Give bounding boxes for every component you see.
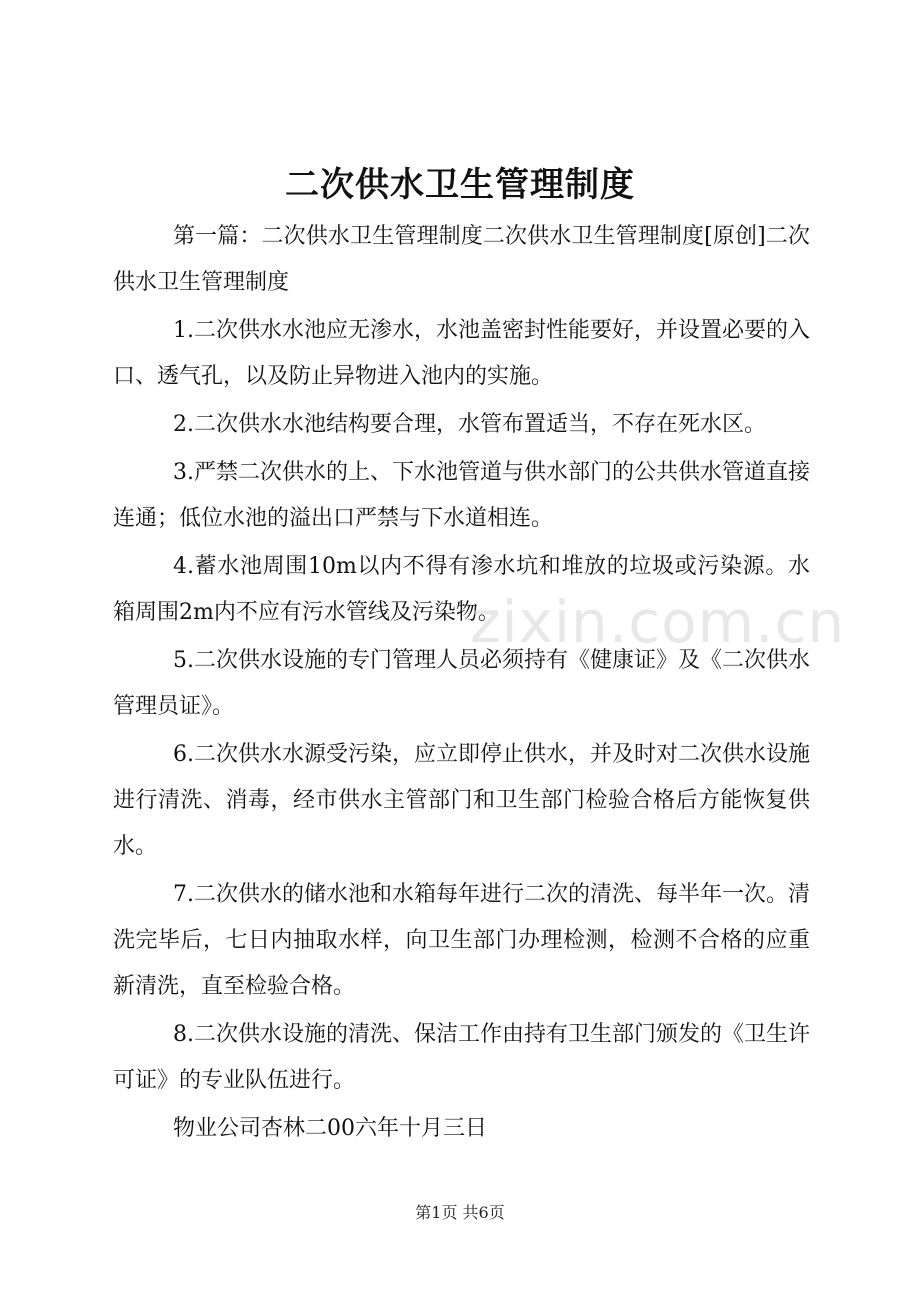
watermark: zixin.com.cn (470, 588, 846, 656)
document-body (113, 214, 810, 1154)
paragraph-item-7: 7.二次供水的储水池和水箱每年进行二次的清洗、每半年一次。清洗完毕后，七日内抽取水样，向卫生部门办理检测，检测不合格的应重新清洗，直至检验合格。 (113, 882, 810, 999)
paragraph-item-3: 3.严禁二次供水的上、下水池管道与供水部门的公共供水管道直接连通；低位水池的溢出口严禁与下水道相连。 (113, 460, 810, 531)
paragraph-intro: 第一篇：二次供水卫生管理制度二次供水卫生管理制度[原创]二次供水卫生管理制度 (113, 224, 810, 295)
paragraph-item-8: 8.二次供水设施的清洗、保洁工作由持有卫生部门颁发的《卫生许可证》的专业队伍进行。 (113, 1022, 810, 1093)
document-title: 二次供水卫生管理制度 (285, 165, 635, 205)
signature-line: 物业公司杏林二00六年十月三日 (173, 1116, 487, 1141)
paragraph-item-2: 2.二次供水水池结构要合理，水管布置适当，不存在死水区。 (173, 412, 766, 437)
paragraph-item-5: 5.二次供水设施的专门管理人员必须持有《健康证》及《二次供水管理员证》。 (113, 648, 810, 719)
page-footer: 第1页 共6页 (415, 1203, 505, 1222)
paragraph-item-1: 1.二次供水水池应无渗水，水池盖密封性能要好，并设置必要的入口、透气孔，以及防止异物进入池内的实施。 (113, 318, 810, 389)
paragraph-item-4: 4.蓄水池周围10m以内不得有渗水坑和堆放的垃圾或污染源。水箱周围2m内不应有污水管线及污染物。 (113, 554, 810, 625)
paragraph-item-6: 6.二次供水水源受污染，应立即停止供水，并及时对二次供水设施进行清洗、消毒，经市供水主管部门和卫生部门检验合格后方能恢复供水。 (113, 742, 810, 859)
